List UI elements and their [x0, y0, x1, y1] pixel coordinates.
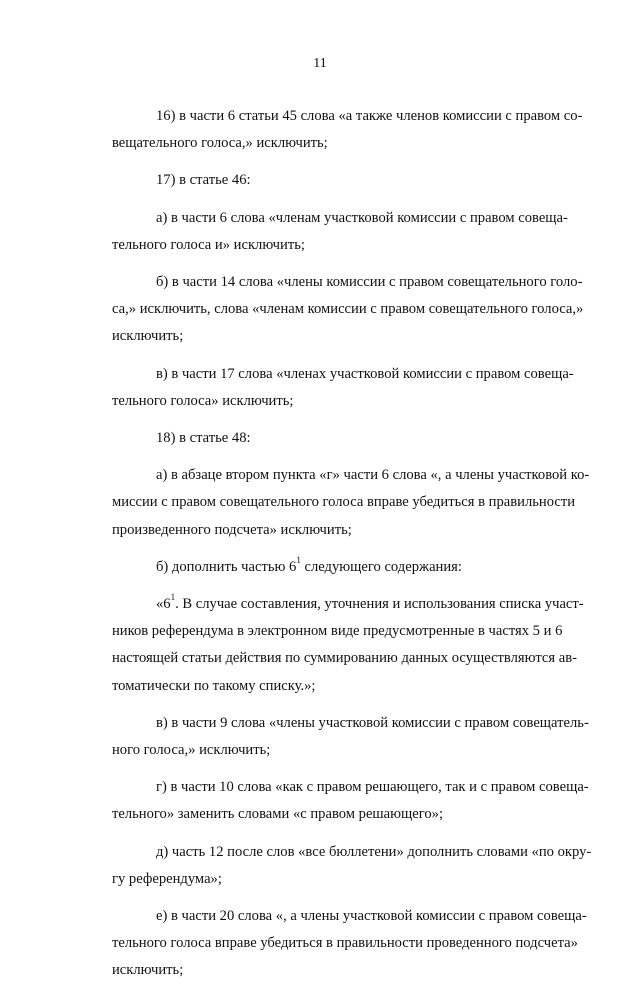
text-line: тельного голоса» исключить; [112, 392, 294, 409]
paragraph-6-1 [112, 591, 600, 700]
paragraph-18-v [112, 710, 600, 764]
text-line: вещательного голоса,» исключить; [112, 135, 328, 152]
paragraph-17 [112, 167, 600, 194]
text-line: миссии с правом совещательного голоса вправе убедиться в правильности [112, 494, 576, 511]
paragraph-18-b [112, 554, 600, 581]
text-line: б) в части 14 слова «члены комиссии с правом совещательного голо- [156, 274, 583, 291]
page-number: 11 [313, 56, 327, 71]
paragraph-17-b [112, 269, 600, 351]
text-line: 16) в части 6 статьи 45 слова «а также членов комиссии с правом со- [156, 108, 583, 124]
superscript: 1 [296, 554, 301, 565]
text-line: ников референдума в электронном виде предусмотренные в частях 5 и 6 [112, 623, 563, 640]
paragraph-18 [112, 425, 600, 452]
text-fragment: б) дополнить частью 6 [156, 558, 297, 575]
text-line [112, 554, 600, 581]
text-line: исключить; [112, 962, 184, 979]
text-line: 18) в статье 48: [156, 430, 251, 447]
text-fragment: следующего содержания: [300, 558, 462, 575]
text-line: томатически по такому списку.»; [112, 677, 316, 694]
text-line: 17) в статье 46: [156, 172, 251, 189]
text-line: настоящей статьи действия по суммированию данных осуществляются ав- [112, 650, 577, 667]
paragraph-18-e [112, 903, 600, 985]
superscript: 1 [170, 592, 176, 603]
text-line: са,» исключить, слова «членам комиссии с правом совещательного голоса,» [112, 301, 584, 318]
text-line: исключить; [112, 328, 184, 345]
document-body [112, 103, 600, 995]
text-line: тельного» заменить словами «с правом решающего»; [112, 806, 444, 823]
text-line: г) в части 10 слова «как с правом решающего, так и с правом совеща- [156, 779, 589, 796]
text-line: произведенного подсчета» исключить; [112, 521, 352, 538]
text-line: в) в части 9 слова «члены участковой комиссии с правом совещатель- [156, 714, 589, 731]
text-line: тельного голоса вправе убедиться в правильности проведенного подсчета» [112, 935, 578, 952]
text-line: а) в части 6 слова «членам участковой комиссии с правом совеща- [156, 209, 568, 226]
text-fragment: «6 [156, 596, 171, 613]
paragraph-17-v [112, 361, 600, 415]
text-line: в) в части 17 слова «членах участковой комиссии с правом совеща- [156, 365, 574, 382]
paragraph-18-a [112, 462, 600, 544]
text-line: гу референдума»; [112, 870, 222, 887]
paragraph-18-g [112, 774, 600, 828]
text-line: е) в части 20 слова «, а члены участковой комиссии с правом совеща- [156, 908, 587, 925]
text-line: а) в абзаце втором пункта «г» части 6 слова «, а члены участковой ко- [156, 467, 590, 484]
text-line [112, 591, 600, 618]
paragraph-16 [112, 103, 600, 157]
text-line: д) часть 12 после слов «все бюллетени» дополнить словами «по окру- [156, 843, 592, 860]
text-line: тельного голоса и» исключить; [112, 236, 305, 253]
text-line: ного голоса,» исключить; [112, 742, 271, 759]
paragraph-18-d [112, 839, 600, 893]
text-fragment: . В случае составления, уточнения и использования списка участ- [175, 596, 584, 613]
paragraph-17-a [112, 205, 600, 259]
